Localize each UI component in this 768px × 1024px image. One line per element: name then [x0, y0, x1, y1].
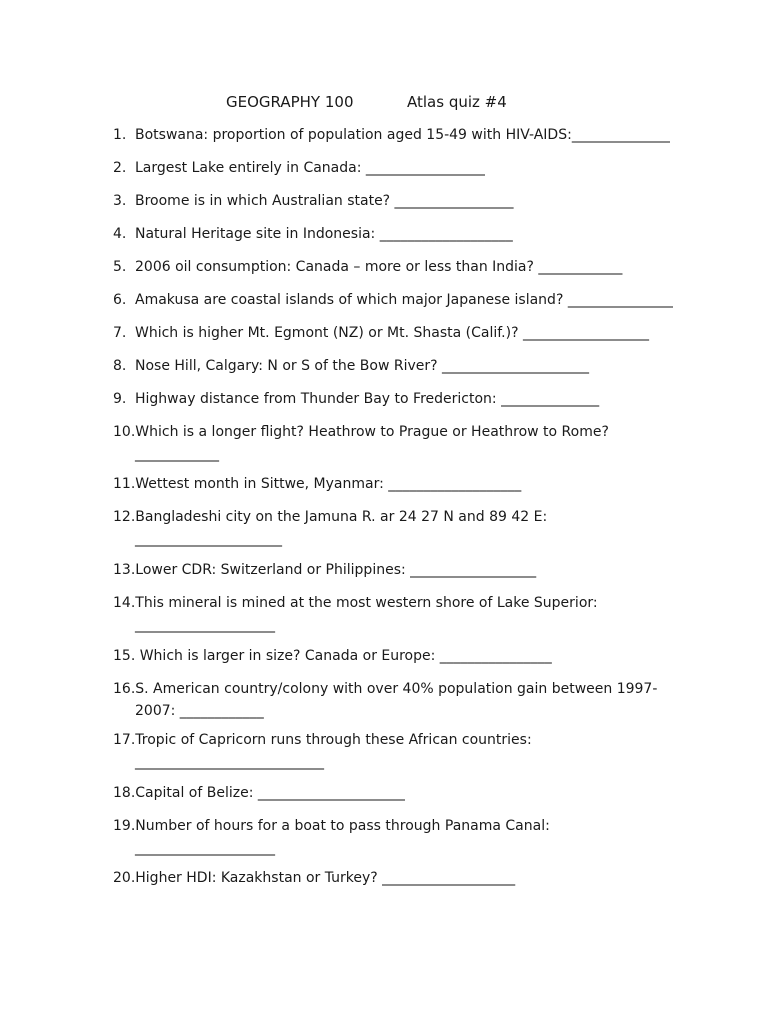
question-text: Which is larger in size? Canada or Europe: ________________	[135, 648, 552, 664]
question-item	[113, 388, 693, 410]
question-text: Nose Hill, Calgary: N or S of the Bow River? _____________________	[135, 358, 590, 374]
question-number: 15.	[113, 648, 136, 664]
answer-line: ____________________	[135, 617, 275, 633]
question-number: 16.	[113, 681, 136, 697]
question-text: Natural Heritage site in Indonesia: ___________________	[135, 226, 513, 242]
question-text: Botswana: proportion of population aged 15-49 with HIV-AIDS:______________	[135, 127, 670, 143]
question-number: 20.	[113, 870, 136, 886]
answer-line: 2007: ____________	[135, 703, 264, 719]
question-item	[113, 223, 693, 245]
question-item	[113, 355, 693, 377]
question-number: 12.	[113, 509, 136, 525]
question-text: Largest Lake entirely in Canada: _________________	[135, 160, 485, 176]
question-number: 19.	[113, 818, 136, 834]
question-text: Which is a longer flight? Heathrow to Prague or Heathrow to Rome?	[135, 424, 609, 440]
question-number: 18.	[113, 785, 136, 801]
question-number: 6.	[113, 292, 127, 308]
question-number: 9.	[113, 391, 127, 407]
question-number: 5.	[113, 259, 127, 275]
question-number: 11.	[113, 476, 136, 492]
question-number: 14.	[113, 595, 136, 611]
question-text: Amakusa are coastal islands of which major Japanese island? _______________	[135, 292, 673, 308]
question-item	[113, 256, 693, 278]
question-text: Bangladeshi city on the Jamuna R. ar 24 27 N and 89 42 E:	[135, 509, 548, 525]
question-number: 7.	[113, 325, 127, 341]
question-text: Lower CDR: Switzerland or Philippines: __________________	[135, 562, 537, 578]
question-text: Higher HDI: Kazakhstan or Turkey? ___________________	[135, 870, 516, 886]
question-item	[113, 867, 693, 889]
answer-line: ___________________________	[135, 754, 324, 770]
answer-line: _____________________	[135, 531, 282, 547]
answer-line: ____________	[135, 446, 219, 462]
question-item	[113, 678, 693, 722]
question-text: Which is higher Mt. Egmont (NZ) or Mt. Shasta (Calif.)? __________________	[135, 325, 649, 341]
question-number: 3.	[113, 193, 127, 209]
question-text: Broome is in which Australian state? _________________	[135, 193, 514, 209]
question-text: This mineral is mined at the most western shore of Lake Superior:	[135, 595, 598, 611]
question-item	[113, 157, 693, 179]
question-item	[113, 289, 693, 311]
question-item	[113, 124, 693, 146]
question-number: 4.	[113, 226, 127, 242]
question-item	[113, 506, 693, 550]
course-title: GEOGRAPHY 100	[226, 93, 354, 111]
question-item	[113, 559, 693, 581]
question-text: Wettest month in Sittwe, Myanmar: ___________________	[135, 476, 522, 492]
question-item	[113, 190, 693, 212]
question-text: Highway distance from Thunder Bay to Fredericton: ______________	[135, 391, 600, 407]
question-item	[113, 729, 693, 773]
answer-line: ____________________	[135, 840, 275, 856]
question-number: 8.	[113, 358, 127, 374]
question-number: 1.	[113, 127, 127, 143]
question-text: 2006 oil consumption: Canada – more or less than India? ____________	[135, 259, 623, 275]
question-number: 13.	[113, 562, 136, 578]
question-item	[113, 421, 693, 465]
quiz-title: Atlas quiz #4	[407, 93, 507, 111]
question-number: 10.	[113, 424, 136, 440]
question-text: Capital of Belize: _____________________	[135, 785, 405, 801]
question-text: Number of hours for a boat to pass through Panama Canal:	[135, 818, 550, 834]
question-item	[113, 782, 693, 804]
question-item	[113, 592, 693, 636]
question-item	[113, 322, 693, 344]
question-item	[113, 815, 693, 859]
question-text: S. American country/colony with over 40% population gain between 1997-	[135, 681, 658, 697]
question-number: 2.	[113, 160, 127, 176]
question-item	[113, 645, 693, 667]
question-number: 17.	[113, 732, 136, 748]
question-text: Tropic of Capricorn runs through these African countries:	[135, 732, 532, 748]
question-item	[113, 473, 693, 495]
